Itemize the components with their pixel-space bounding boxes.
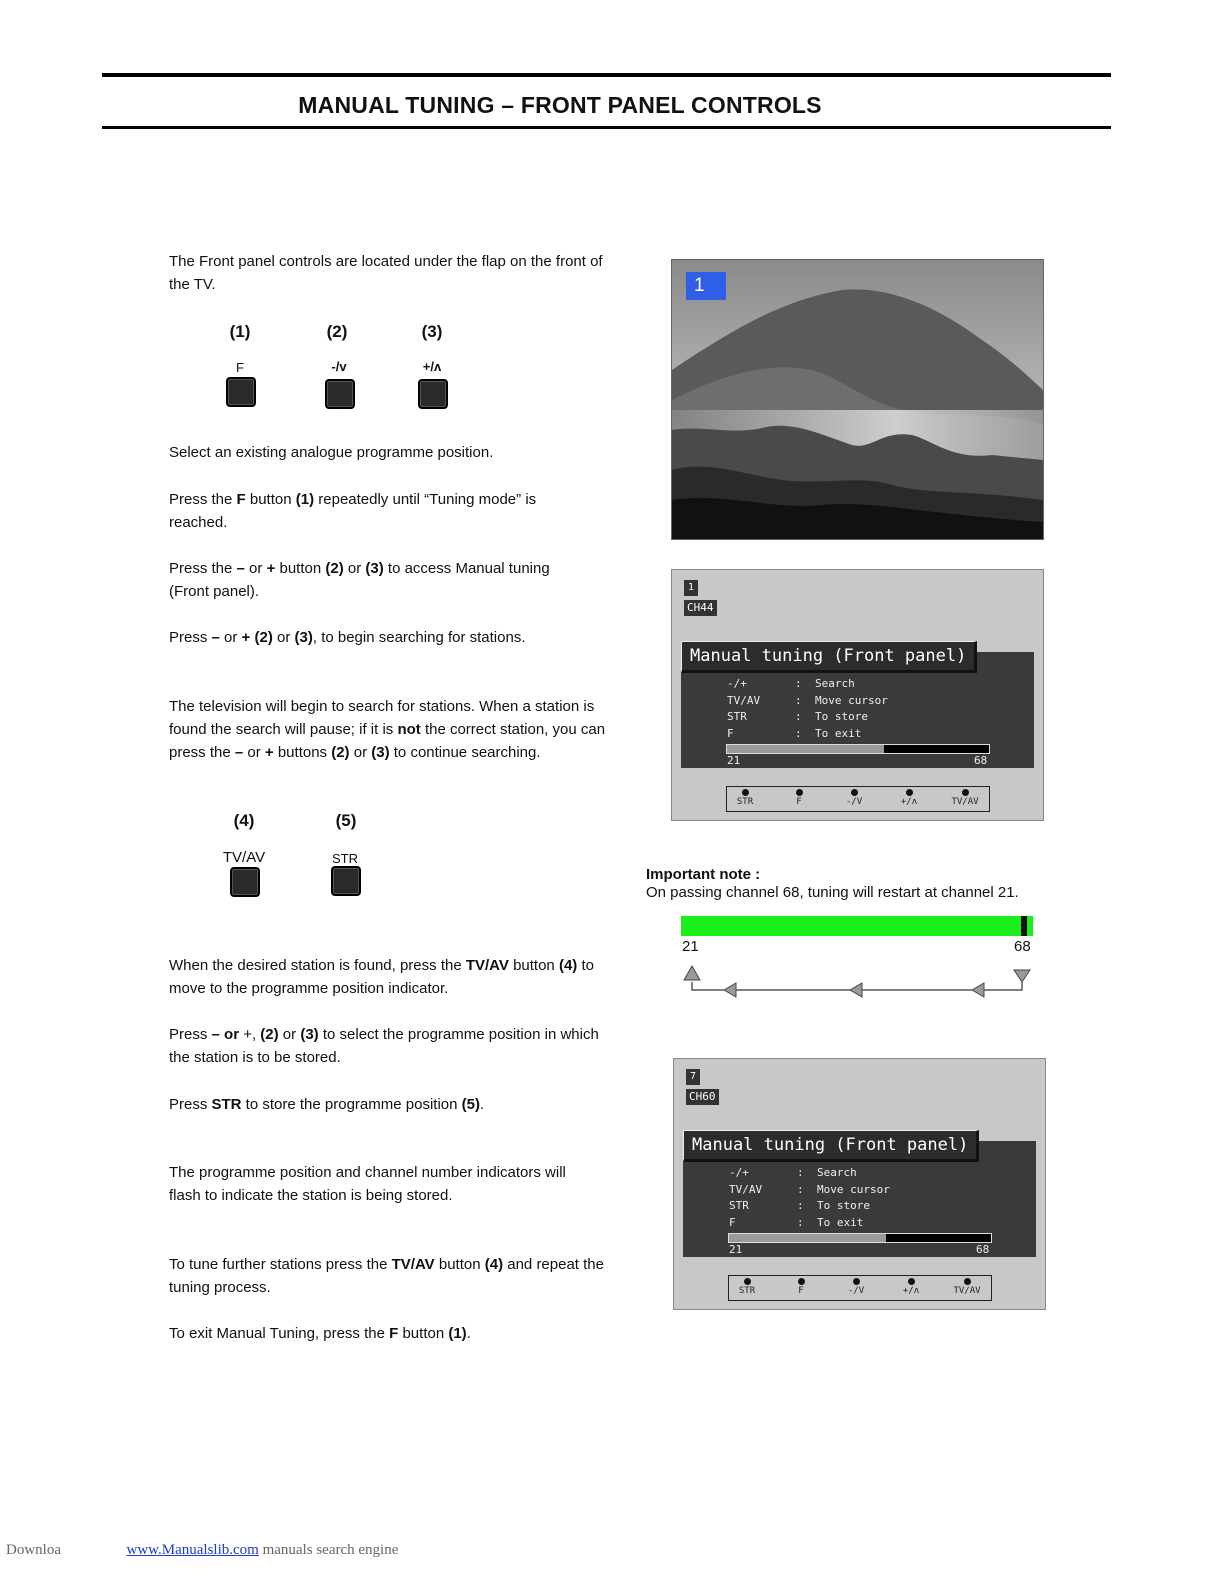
tvav-button-illustration	[230, 867, 260, 897]
step-tune-further: To tune further stations press the TV/AV button (4) and repeat the tuning process.	[169, 1256, 604, 1296]
osd-range-min: 21	[729, 1243, 743, 1256]
osd-channel: CH60	[686, 1089, 719, 1105]
osd-menu-rows	[729, 1165, 890, 1231]
important-note-heading: Important note :	[646, 866, 761, 883]
osd-row: F : To exit	[729, 1215, 864, 1229]
channel-range-bar	[681, 916, 1033, 936]
step-begin-search: Press – or + (2) or (3), to begin searching for stations.	[169, 629, 526, 646]
osd-tuning-progress	[726, 744, 990, 754]
channel-range-min: 21	[682, 938, 699, 955]
osd-key-minus: -/V	[830, 1276, 882, 1296]
title-rule	[102, 126, 1111, 129]
button-3-label: +/ʌ	[422, 359, 442, 374]
button-4-label: TV/AV	[222, 849, 266, 866]
step-indicators-flash: The programme position and channel number indicators will flash to indicate the station is being stored.	[169, 1164, 566, 1204]
plus-button-illustration	[418, 379, 448, 409]
button-4-number: (4)	[233, 811, 255, 830]
step-press-f: Press the F button (1) repeatedly until “Tuning mode” is reached.	[169, 491, 537, 531]
step-press-tvav: When the desired station is found, press the TV/AV button (4) to move to the programme position indicator.	[169, 957, 594, 997]
button-5-number: (5)	[335, 811, 357, 830]
manualslib-link[interactable]: www.Manualslib.com	[126, 1542, 259, 1558]
osd-range-min: 21	[727, 754, 741, 767]
page-title: MANUAL TUNING – FRONT PANEL CONTROLS	[298, 92, 822, 118]
minus-button-illustration	[325, 379, 355, 409]
str-button-illustration	[331, 866, 361, 896]
osd-programme: 7	[686, 1069, 700, 1085]
step-exit: To exit Manual Tuning, press the F button (1).	[169, 1325, 471, 1342]
osd-key-str: STR	[719, 787, 771, 807]
osd-key-str: STR	[721, 1276, 773, 1296]
footer	[6, 1542, 398, 1559]
osd-menu-title: Manual tuning (Front panel)	[683, 1130, 979, 1162]
osd-menu-title: Manual tuning (Front panel)	[681, 641, 977, 673]
button-2-number: (2)	[326, 322, 348, 341]
osd-key-f: F	[773, 787, 825, 807]
step-access-manual: Press the – or + button (2) or (3) to access Manual tuning (Front panel).	[169, 560, 550, 600]
button-5-label: STR	[332, 851, 358, 866]
footer-prefix: Downloa	[6, 1542, 61, 1558]
osd-key-f: F	[775, 1276, 827, 1296]
osd-range-max: 68	[976, 1243, 990, 1256]
button-1-label: F	[236, 360, 244, 375]
osd-range-max: 68	[974, 754, 988, 767]
step-press-str: Press STR to store the programme position (5).	[169, 1096, 485, 1113]
osd-key-minus: -/V	[828, 787, 880, 807]
osd-key-tvav: TV/AV	[939, 787, 991, 807]
osd-key-plus: +/ʌ	[883, 787, 935, 807]
osd-row: TV/AV : Move cursor	[729, 1182, 890, 1196]
footer-suffix: manuals search engine	[262, 1542, 399, 1558]
top-rule	[102, 73, 1111, 77]
important-note-text: On passing channel 68, tuning will restart at channel 21.	[646, 884, 1019, 901]
step-select-position: Press – or +, (2) or (3) to select the programme position in which the station is to be stored.	[169, 1026, 599, 1066]
osd-row: -/+ : Search	[727, 677, 855, 690]
step-search-pause: The television will begin to search for stations. When a station is found the search will pause; if it is not the correct station, you can press the – or + buttons (2) or (3) to continue searching.	[169, 698, 606, 761]
osd-row: -/+ : Search	[729, 1166, 857, 1179]
f-button-illustration	[226, 377, 256, 407]
osd-row: STR : To store	[729, 1199, 870, 1212]
osd-row: TV/AV : Move cursor	[727, 693, 888, 707]
osd-programme: 1	[684, 580, 698, 596]
osd-screen-ch60	[673, 1058, 1046, 1310]
osd-row: F : To exit	[727, 726, 862, 740]
step-select-programme: Select an existing analogue programme position.	[169, 444, 494, 461]
tv-screen-photo	[671, 259, 1044, 540]
channel-range-max: 68	[1014, 938, 1031, 955]
channel-range-marker	[1021, 916, 1027, 936]
button-2-label: -/v	[331, 359, 347, 374]
osd-tuning-progress	[728, 1233, 992, 1243]
osd-key-strip	[728, 1275, 992, 1301]
intro-text: The Front panel controls are located under the flap on the front of the TV.	[169, 253, 603, 293]
osd-menu-rows	[727, 676, 888, 742]
button-3-number: (3)	[421, 322, 443, 341]
button-1-number: (1)	[229, 322, 251, 341]
wraparound-arrow-diagram	[680, 960, 1040, 1005]
osd-row: STR : To store	[727, 710, 868, 723]
osd-key-tvav: TV/AV	[941, 1276, 993, 1296]
osd-key-plus: +/ʌ	[885, 1276, 937, 1296]
osd-channel: CH44	[684, 600, 717, 616]
programme-number-badge: 1	[686, 272, 726, 300]
osd-screen-ch44	[671, 569, 1044, 821]
osd-key-strip	[726, 786, 990, 812]
